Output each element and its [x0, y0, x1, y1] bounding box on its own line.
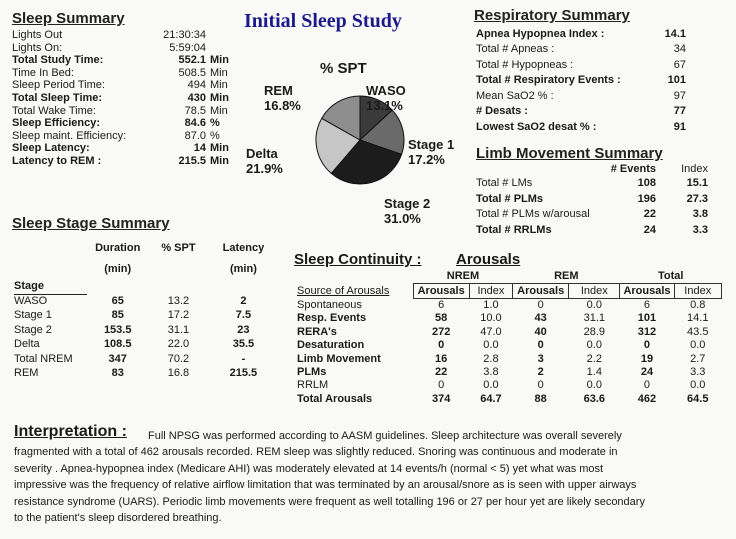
respiratory-row [476, 104, 686, 120]
continuity-heading: Sleep Continuity : [294, 251, 422, 268]
row-value: 430 [187, 91, 206, 104]
row-value: 14 [193, 142, 206, 155]
sleep-summary-row [12, 142, 229, 155]
continuity-row [294, 352, 722, 365]
interpretation-line: fragmented with a total of 462 arousals recorded. REM sleep was slightly reduced. Snoring was continuous and moderate in [14, 446, 618, 458]
stage-row [14, 352, 278, 367]
row-source: Total Arousals [297, 392, 373, 405]
continuity-table [294, 270, 722, 406]
row-arousals: 312 [637, 325, 657, 338]
stage-row [14, 338, 278, 353]
interpretation-line: Full NPSG was performed according to AASM guidelines. Sleep architecture was overall severely [148, 430, 622, 442]
row-label: Mean SaO2 % : [476, 89, 554, 102]
continuity-row [294, 393, 722, 406]
row-value: 508.5 [178, 66, 206, 79]
respiratory-row [476, 88, 686, 104]
limb-row [476, 191, 708, 207]
chart-title: % SPT [320, 60, 367, 77]
row-index: 0.0 [483, 379, 499, 392]
interpretation-line: impressive was the frequency of relative airflow limitation that was terminated by an arousal/snore as is seen with upper airways [14, 479, 637, 492]
stage-col-latency: Latency [222, 241, 265, 254]
row-duration: 153.5 [103, 323, 132, 336]
row-value: 552.1 [178, 54, 206, 67]
row-arousals: 0 [537, 339, 544, 352]
limb-col-index: Index [681, 163, 708, 175]
col-arousals: Arousals [620, 284, 674, 298]
row-label: Total # Respiratory Events : [476, 74, 621, 87]
row-source: Spontaneous [297, 298, 362, 311]
row-events: 196 [637, 192, 656, 205]
row-events: 108 [637, 177, 656, 190]
row-source: Desaturation [297, 339, 365, 352]
row-index: 27.3 [686, 192, 708, 205]
row-latency: 7.5 [235, 309, 252, 322]
row-value: 21:30:34 [163, 29, 206, 41]
row-spt: 22.0 [167, 338, 190, 351]
row-arousals: 16 [435, 352, 448, 365]
row-index: 0.0 [586, 339, 602, 352]
row-value: 84.6 [184, 117, 206, 130]
group-nrem: NREM [446, 270, 480, 283]
row-label: # Desats : [476, 105, 528, 118]
row-source: Limb Movement [297, 352, 381, 365]
respiratory-heading: Respiratory Summary [474, 7, 630, 24]
sleep-summary-row [12, 105, 229, 118]
row-value: 34 [673, 43, 686, 56]
sleep-summary-row [12, 92, 229, 105]
row-index: 1.0 [483, 298, 499, 311]
group-rem: REM [554, 270, 579, 283]
sleep-summary-row [12, 67, 229, 80]
row-label: Total # LMs [476, 177, 533, 190]
row-stage: WASO [14, 295, 48, 308]
sleep-summary-row [12, 155, 229, 168]
row-spt: 70.2 [167, 352, 190, 365]
row-index: 31.1 [583, 312, 605, 325]
row-stage: Total NREM [14, 352, 73, 365]
row-label: Sleep Efficiency: [12, 117, 101, 130]
row-index: 0.0 [690, 379, 706, 392]
row-duration: 108.5 [103, 338, 132, 351]
stage-col-duration: Duration [95, 241, 141, 254]
sleep-summary-row [12, 42, 229, 55]
row-arousals: 0 [438, 339, 445, 352]
row-index: 0.0 [586, 379, 602, 392]
continuity-row [294, 339, 722, 352]
sleep-summary-row [12, 130, 229, 143]
row-arousals: 0 [643, 379, 651, 392]
stage-heading: Sleep Stage Summary [12, 215, 170, 232]
row-arousals: 6 [438, 298, 445, 311]
row-latency: - [241, 352, 246, 365]
row-duration: 85 [111, 309, 124, 322]
respiratory-row [476, 26, 686, 42]
row-arousals: 462 [637, 392, 657, 405]
respiratory-row [476, 73, 686, 89]
stage-table [14, 238, 278, 381]
row-spt: 31.1 [167, 323, 190, 336]
row-duration: 83 [111, 367, 124, 380]
row-latency: 35.5 [232, 338, 255, 351]
row-arousals: 0 [537, 298, 544, 311]
row-spt: 16.8 [167, 367, 190, 380]
row-stage: Stage 1 [14, 309, 52, 322]
stage-col-spt: % SPT [161, 241, 196, 254]
row-unit: % [210, 129, 220, 142]
row-unit: Min [210, 66, 228, 79]
arousals-heading: Arousals [456, 251, 521, 268]
row-index: 43.5 [687, 325, 709, 338]
row-label: Total Wake Time: [12, 104, 96, 117]
row-spt: 17.2 [167, 309, 190, 322]
row-value: 494 [187, 79, 206, 92]
pie-label-waso: WASO 13.1% [366, 83, 406, 113]
row-label: Lowest SaO2 desat % : [476, 121, 597, 134]
interpretation-line: to the patient's sleep disordered breathing. [14, 512, 222, 525]
row-unit [206, 42, 229, 55]
row-events: 24 [643, 223, 656, 236]
row-spt: 13.2 [167, 294, 190, 307]
row-unit: Min [210, 91, 229, 104]
row-index: 3.3 [690, 365, 706, 378]
row-arousals: 22 [435, 365, 448, 378]
row-label: Sleep maint. Efficiency: [12, 129, 127, 142]
row-value: 5:59:04 [169, 41, 206, 54]
row-value: 215.5 [178, 154, 206, 167]
col-index: Index [569, 284, 620, 298]
row-label: Total Sleep Time: [12, 91, 103, 104]
row-duration: 347 [108, 352, 127, 365]
limb-col-events: # Events [610, 163, 656, 175]
row-unit: % [210, 117, 220, 130]
row-value: 101 [667, 74, 686, 87]
row-arousals: 19 [640, 352, 654, 365]
row-latency: 2 [240, 294, 247, 307]
row-value: 14.1 [664, 27, 686, 40]
row-index: 28.9 [583, 325, 605, 338]
stage-unit-latency: (min) [229, 262, 257, 275]
row-label: Lights Out [12, 29, 63, 41]
sleep-summary-row [12, 79, 229, 92]
row-unit: Min [210, 54, 229, 67]
continuity-row [294, 379, 722, 392]
limb-heading: Limb Movement Summary [476, 145, 663, 162]
stage-row [14, 367, 278, 382]
stage-row [14, 323, 278, 338]
interpretation-body [14, 444, 732, 527]
row-label: Latency to REM : [12, 154, 102, 167]
row-value: 97 [673, 89, 686, 102]
limb-row [476, 176, 708, 192]
row-arousals: 0 [537, 379, 544, 392]
interpretation-heading: Interpretation : [14, 423, 127, 440]
row-label: Total # PLMs [476, 192, 544, 205]
row-unit [206, 29, 229, 42]
row-source: Resp. Events [297, 312, 367, 325]
stage-row [14, 309, 278, 324]
interpretation-line: resistance syndrome (UARS). Periodic limb movements were frequent as well totalling 196 or 27 per hour yet are likely secondary [14, 495, 645, 508]
row-index: 64.7 [480, 392, 502, 405]
row-index: 2.2 [586, 352, 602, 365]
row-stage: REM [14, 367, 39, 380]
row-arousals: 272 [431, 325, 451, 338]
respiratory-row [476, 42, 686, 58]
row-arousals: 24 [640, 365, 654, 378]
row-index: 3.8 [483, 365, 499, 378]
group-total: Total [657, 270, 684, 283]
sleep-summary-row [12, 117, 229, 130]
row-duration: 65 [111, 294, 124, 307]
row-arousals: 40 [534, 325, 547, 338]
row-source: PLMs [297, 365, 327, 378]
row-value: 67 [673, 58, 686, 71]
sleep-summary-row [12, 29, 229, 42]
row-arousals: 0 [643, 339, 651, 352]
row-unit: Min [210, 104, 228, 117]
limb-row [476, 222, 708, 238]
row-label: Total # RRLMs [476, 223, 552, 236]
row-arousals: 43 [534, 312, 547, 325]
row-index: 15.1 [686, 177, 708, 190]
row-source: RRLM [297, 379, 329, 392]
row-latency: 215.5 [229, 367, 258, 380]
row-label: Total Study Time: [12, 54, 104, 67]
row-index: 14.1 [687, 312, 709, 325]
stage-col-stage: Stage [14, 280, 87, 294]
row-unit: Min [210, 142, 229, 155]
sleep-summary-heading: Sleep Summary [12, 10, 125, 27]
continuity-row [294, 326, 722, 339]
row-arousals: 58 [435, 312, 448, 325]
row-arousals: 6 [643, 298, 651, 311]
continuity-row [294, 366, 722, 379]
row-index: 64.5 [687, 392, 709, 405]
col-arousals: Arousals [413, 284, 469, 298]
pie-label-delta: Delta 21.9% [246, 146, 283, 176]
sleep-summary-table [12, 29, 229, 168]
row-events: 22 [643, 208, 656, 221]
row-index: 63.6 [583, 392, 605, 405]
row-arousals: 88 [534, 392, 547, 405]
page-title: Initial Sleep Study [244, 10, 402, 32]
continuity-row [294, 298, 722, 312]
row-label: Total # PLMs w/arousal [476, 208, 590, 221]
sleep-summary-row [12, 54, 229, 67]
row-index: 1.4 [586, 365, 602, 378]
row-index: 2.8 [483, 352, 499, 365]
row-stage: Stage 2 [14, 323, 52, 336]
row-latency: 23 [237, 323, 250, 336]
row-index: 47.0 [480, 325, 502, 338]
stage-unit-duration: (min) [104, 262, 132, 275]
row-label: Sleep Period Time: [12, 79, 105, 92]
row-value: 78.5 [184, 104, 206, 117]
row-label: Time In Bed: [12, 66, 74, 79]
limb-row [476, 207, 708, 223]
stage-row [14, 294, 278, 309]
row-label: Lights On: [12, 41, 63, 54]
col-arousals: Arousals [513, 284, 569, 298]
row-source: RERA's [297, 325, 337, 338]
row-index: 2.7 [690, 352, 706, 365]
pie-label-rem: REM 16.8% [264, 83, 301, 113]
row-value: 87.0 [184, 129, 206, 142]
limb-table [476, 163, 708, 238]
row-unit: Min [210, 79, 228, 92]
respiratory-table [476, 26, 686, 135]
row-index: 0.0 [483, 339, 499, 352]
row-arousals: 0 [438, 379, 445, 392]
row-label: Apnea Hypopnea Index : [476, 27, 605, 40]
row-stage: Delta [14, 338, 40, 351]
interpretation-line: severity . Apnea-hypopnea index (Medicare AHI) was moderately elevated at 14 events/h (normal < 5) yet what was most [14, 462, 604, 475]
row-index: 3.8 [692, 208, 708, 221]
source-of-arousals: Source of Arousals [297, 284, 390, 297]
row-index: 0.0 [690, 339, 706, 352]
row-label: Sleep Latency: [12, 142, 90, 155]
row-arousals: 374 [431, 392, 451, 405]
row-index: 10.0 [480, 312, 502, 325]
row-arousals: 2 [537, 365, 544, 378]
row-index: 0.8 [690, 298, 706, 311]
continuity-row [294, 312, 722, 325]
respiratory-row [476, 57, 686, 73]
row-arousals: 3 [537, 352, 544, 365]
row-index: 3.3 [692, 223, 708, 236]
row-value: 91 [673, 121, 686, 134]
row-unit: Min [210, 154, 229, 167]
row-label: Total # Hypopneas : [476, 58, 574, 71]
pie-label-stage1: Stage 1 17.2% [408, 137, 455, 167]
col-index: Index [469, 284, 513, 298]
row-arousals: 101 [637, 312, 657, 325]
respiratory-row [476, 120, 686, 136]
row-label: Total # Apneas : [476, 43, 555, 56]
row-value: 77 [673, 105, 686, 118]
row-index: 0.0 [586, 298, 602, 311]
col-index: Index [674, 284, 721, 298]
pie-label-stage2: Stage 2 31.0% [384, 196, 431, 226]
